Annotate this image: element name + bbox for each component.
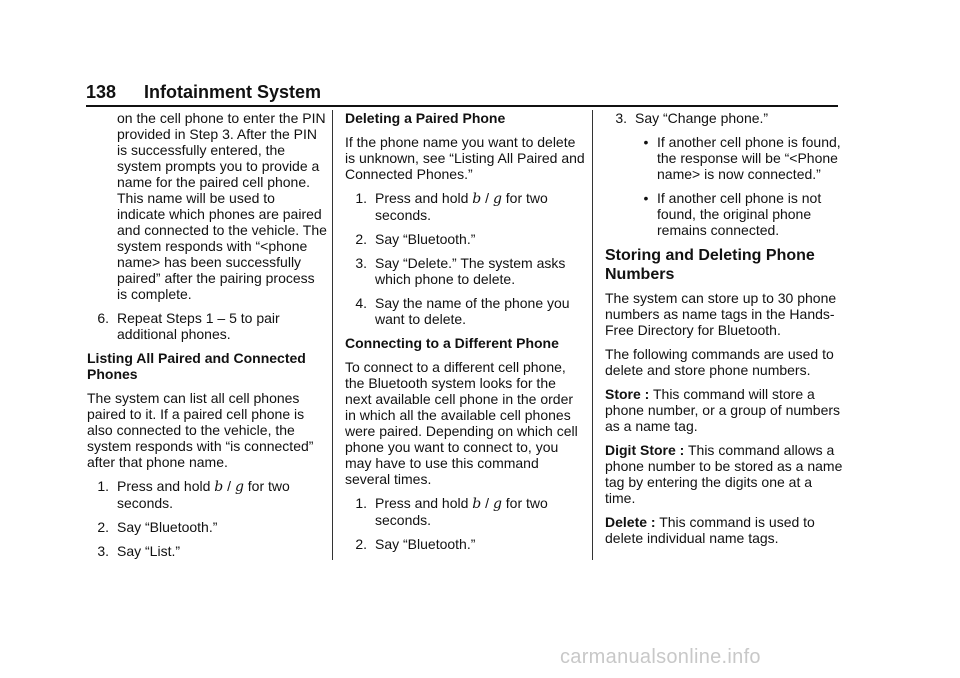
step-number: 1. [97,478,109,494]
push-to-talk-icon: b [472,191,482,207]
step-text [375,495,585,528]
listing-phones-heading: Listing All Paired and Connected Phones [87,350,306,382]
list-step-2 [87,519,327,535]
digit-store-command [605,442,843,506]
store-description: This command will store a phone number, or a group of numbers as a name tag. [605,386,841,434]
phone-icon: g [234,479,244,495]
step-text [117,478,327,511]
step-text: Say “Delete.” The system asks which phone to delete. [375,255,566,287]
bullet-text: If another cell phone is found, the response will be “<Phone name> is now connected.” [657,134,841,182]
connecting-phone-heading: Connecting to a Different Phone [345,335,559,351]
connect-step-1 [345,495,585,528]
bullet-item [605,134,843,182]
delete-label: Delete : [605,514,656,530]
list-step-1 [87,478,327,511]
step-text: Say “Change phone.” [635,110,769,126]
listing-phones-intro: The system can list all cell phones paired to it. If a paired cell phone is also connected to the vehicle, the system responds with “is connected” after that phone name. [87,390,314,470]
delete-step-4 [345,295,585,327]
bullet-text: If another cell phone is not found, the original phone remains connected. [657,190,822,238]
bullet-mark: • [643,190,649,206]
bullet-item [605,190,843,238]
icon-separator: / [223,478,235,494]
list-step-3 [87,543,327,559]
delete-step-3 [345,255,585,287]
push-to-talk-icon: b [214,479,224,495]
step-number: 3. [615,110,627,126]
storing-deleting-heading: Storing and Deleting Phone Numbers [605,247,815,283]
connecting-phone-intro: To connect to a different cell phone, the Bluetooth system looks for the next available cell phone in the order in which all the available cell phones were paired. Depending on which cell phone you want to connect to, you may have to use this command several times. [345,359,578,487]
step-text [375,190,585,223]
step-text-part: Press and hold [375,190,473,206]
step-number: 3. [355,255,367,271]
step-text: Say “Bluetooth.” [117,519,218,535]
bullet-mark: • [643,134,649,150]
store-label: Store : [605,386,650,402]
step-text: Say the name of the phone you want to delete. [375,295,570,327]
phone-icon: g [492,496,502,512]
step-number: 2. [355,231,367,247]
digit-store-description: This command allows a phone number to be stored as a name tag by entering the digits one at a time. [605,442,843,506]
delete-step-2 [345,231,585,247]
delete-command [605,514,843,546]
step-text: Say “Bluetooth.” [375,536,476,552]
step-text: Say “List.” [117,543,181,559]
column-divider-2 [592,110,593,560]
deleting-phone-heading: Deleting a Paired Phone [345,110,506,126]
page-header [86,80,838,106]
step-number: 1. [355,495,367,511]
icon-separator: / [481,190,493,206]
step-text-part: Press and hold [117,478,215,494]
step-number: 3. [97,543,109,559]
page-number: 138 [86,82,117,102]
step-text-part: for two seconds. [375,190,548,223]
connect-step-3 [605,110,843,126]
column-3 [605,110,843,554]
step-text: Say “Bluetooth.” [375,231,476,247]
step-number: 2. [97,519,109,535]
storing-intro: The system can store up to 30 phone numbers as name tags in the Hands-Free Directory for Bluetooth. [605,290,837,338]
step-6 [87,310,327,342]
watermark: carmanualsonline.info [560,646,761,668]
step-text-part: for two seconds. [117,478,290,511]
step-number: 4. [355,295,367,311]
page-title: Infotainment System [144,82,322,102]
deleting-phone-intro: If the phone name you want to delete is unknown, see “Listing All Paired and Connected Phones.” [345,134,585,182]
column-1 [87,110,327,567]
step-number: 1. [355,190,367,206]
commands-intro: The following commands are used to delete and store phone numbers. [605,346,834,378]
header-rule [86,105,838,107]
step-text-part: for two seconds. [375,495,548,528]
icon-separator: / [481,495,493,511]
step-text: Repeat Steps 1 – 5 to pair additional phones. [117,310,280,342]
column-2 [345,110,585,560]
store-command [605,386,843,434]
connect-step-2 [345,536,585,552]
step-text-part: Press and hold [375,495,473,511]
digit-store-label: Digit Store : [605,442,685,458]
step-number: 6. [97,310,109,326]
phone-icon: g [492,191,502,207]
pairing-continuation: on the cell phone to enter the PIN provided in Step 3. After the PIN is successfully entered, the system prompts you to provide a name for the paired cell phone. This name will be used to indicate which phones are paired and connected to the vehicle. The system responds with “<phone name> has been successfully paired” after the pairing process is complete. [117,110,327,302]
column-divider-1 [332,110,333,560]
delete-description: This command is used to delete individual name tags. [605,514,815,546]
step-number: 2. [355,536,367,552]
push-to-talk-icon: b [472,496,482,512]
delete-step-1 [345,190,585,223]
